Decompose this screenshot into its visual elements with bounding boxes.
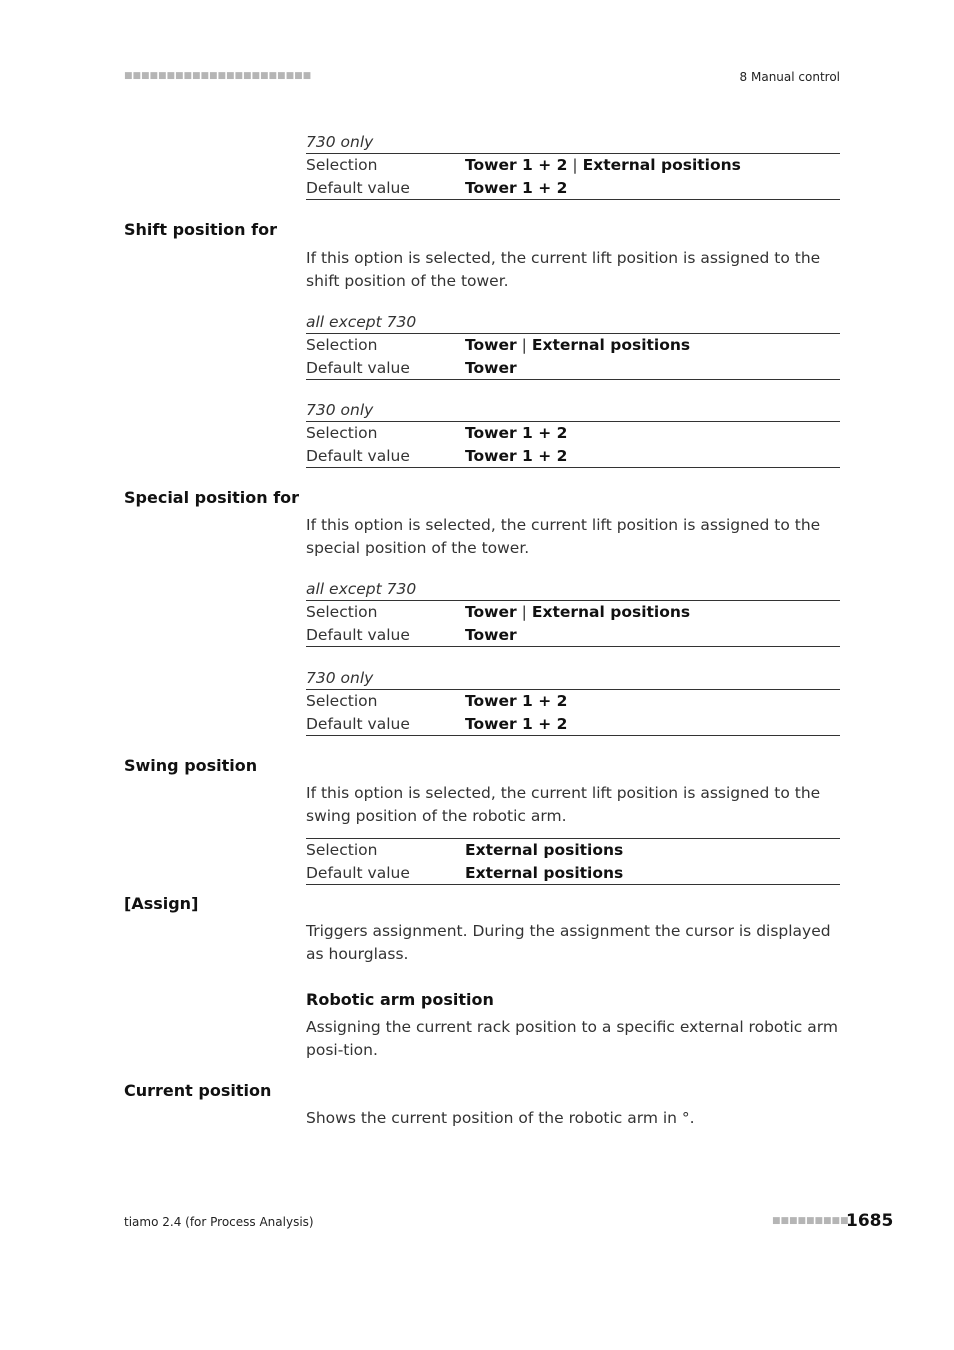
row-key: Selection [306,336,378,354]
assign-label: [Assign] [124,894,199,913]
row-key: Selection [306,424,378,442]
row-key: Selection [306,156,378,174]
row-key: Default value [306,714,410,733]
table-caption: all except 730 [306,580,417,598]
special-position-text: If this option is selected, the current lift position is assigned to the special position of the tower. [306,516,821,557]
table-730-only [306,131,840,200]
table-row [306,154,840,177]
row-key: Selection [306,841,378,859]
shift-position-label: Shift position for [124,220,277,239]
table-caption: 730 only [306,669,374,687]
robotic-arm-text: Assigning the current rack position to a specific external robotic arm posi-tion. [306,1018,838,1059]
table-caption: 730 only [306,401,374,419]
row-key: Default value [306,446,410,465]
current-position-label: Current position [124,1081,272,1100]
swing-position-text: If this option is selected, the current lift position is assigned to the swing position of the robotic arm. [306,784,821,825]
table-row [306,445,840,468]
table-row [306,862,840,885]
table-row [306,357,840,380]
row-value: Tower 1 + 2 [465,424,568,442]
table-special-730-only [306,667,840,736]
current-position-text: Shows the current position of the robotic arm in °. [306,1109,695,1127]
row-value: Tower [465,625,517,644]
row-key: Selection [306,692,378,710]
robotic-arm-heading: Robotic arm position [306,990,494,1009]
chapter-title: 8 Manual control [739,70,840,84]
table-caption: 730 only [306,133,374,151]
table-row [306,334,840,357]
swing-position-label: Swing position [124,756,258,775]
table-row [306,422,840,445]
table-row [306,624,840,647]
row-value: External positions [465,841,624,859]
footer-product: tiamo 2.4 (for Process Analysis) [124,1215,314,1229]
row-value: Tower 1 + 2 [465,714,568,733]
row-key: Selection [306,603,378,621]
table-shift-730-only [306,399,840,468]
table-row [306,177,840,200]
row-value: Tower 1 + 2 [465,178,568,197]
table-caption: all except 730 [306,313,417,331]
special-position-label: Special position for [124,488,300,507]
row-key: Default value [306,625,410,644]
row-key: Default value [306,178,410,197]
row-value: Tower 1 + 2 [465,692,568,710]
row-value: Tower 1 + 2 | External positions [465,156,741,174]
table-row [306,690,840,713]
header-decoration: ■■■■■■■■■■■■■■■■■■■■■■ [124,71,312,81]
row-value: Tower | External positions [465,603,691,621]
row-key: Default value [306,863,410,882]
row-value: Tower [465,358,517,377]
table-special-all-except [306,578,840,647]
row-value: Tower | External positions [465,336,691,354]
table-row [306,601,840,624]
row-key: Default value [306,358,410,377]
row-value: Tower 1 + 2 [465,446,568,465]
assign-text: Triggers assignment. During the assignment the cursor is displayed as hourglass. [306,922,831,963]
page-number: 1685 [846,1211,894,1231]
footer-decoration: ■■■■■■■■■ [772,1216,849,1226]
table-swing [306,838,840,885]
table-shift-all-except [306,311,840,380]
shift-position-text: If this option is selected, the current lift position is assigned to the shift position of the tower. [306,249,821,290]
table-row [306,713,840,736]
table-row [306,839,840,862]
row-value: External positions [465,863,624,882]
